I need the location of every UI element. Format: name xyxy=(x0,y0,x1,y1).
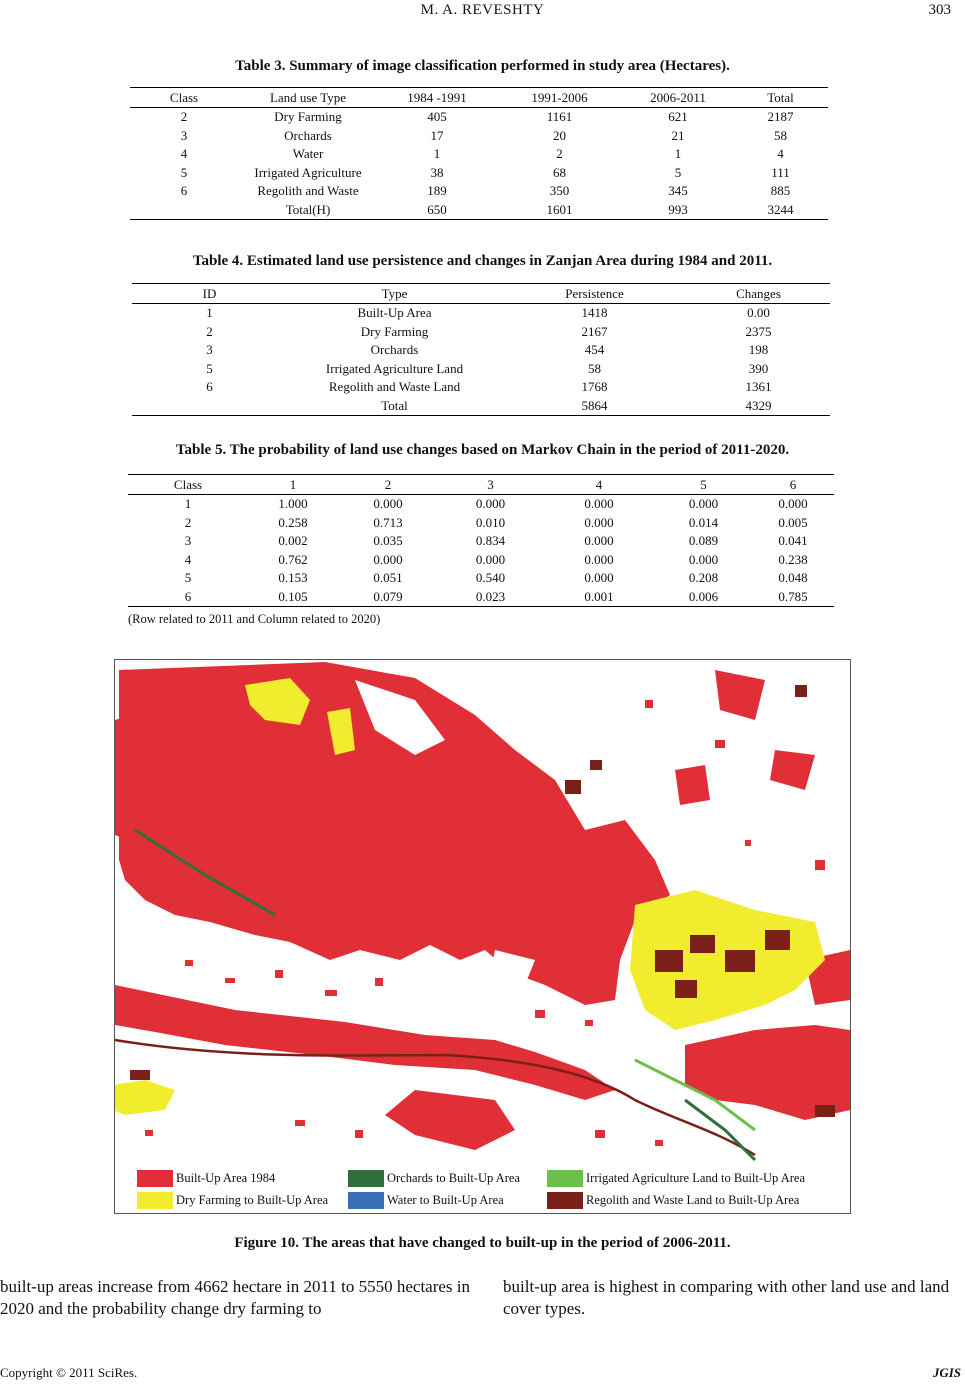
table-cell: 6 xyxy=(180,183,188,199)
table-cell: 0.000 xyxy=(475,496,506,512)
table3-col-total: Total xyxy=(733,88,828,108)
table-cell: 2 xyxy=(206,323,213,339)
table-cell: 0.000 xyxy=(778,496,808,512)
table-row xyxy=(128,532,834,551)
table-cell: 0.00 xyxy=(747,305,770,321)
table-row xyxy=(132,360,830,379)
table-cell: 650 xyxy=(378,201,496,220)
table-row xyxy=(130,164,828,183)
table-cell: 454 xyxy=(584,342,605,358)
land-change-map xyxy=(115,660,850,1213)
table-cell: Water xyxy=(292,146,324,162)
table5-col-1: 1 xyxy=(248,475,338,495)
table-cell: 2 xyxy=(556,146,563,162)
table-cell: 0.000 xyxy=(584,496,614,512)
table-cell: Orchards xyxy=(370,342,419,358)
table5-col-3: 3 xyxy=(438,475,543,495)
table3 xyxy=(130,87,828,220)
table-row xyxy=(132,323,830,342)
legend-label: Water to Built-Up Area xyxy=(387,1193,504,1207)
table-cell: Orchards xyxy=(284,127,332,143)
table3-col-p3: 2006-2011 xyxy=(623,88,733,108)
footer-journal: JGIS xyxy=(932,1365,961,1380)
table-cell: 4 xyxy=(777,146,784,162)
table-cell: 3 xyxy=(184,533,192,549)
table-cell: 0.010 xyxy=(475,514,506,530)
table-cell: 0.000 xyxy=(688,496,719,512)
table4 xyxy=(132,283,830,416)
table-cell: 111 xyxy=(771,164,790,180)
table-row-total xyxy=(130,201,828,220)
table-cell: 0.000 xyxy=(373,496,403,512)
table-cell: 0.001 xyxy=(543,588,655,607)
table5-col-6: 6 xyxy=(752,475,834,495)
table-cell: 0.035 xyxy=(373,533,403,549)
footer-copyright: Copyright © 2011 SciRes. xyxy=(0,1365,138,1380)
table-cell: 1 xyxy=(206,305,213,321)
table-cell: 1601 xyxy=(496,201,623,220)
table-cell: 68 xyxy=(553,164,566,180)
figure10-map xyxy=(114,659,851,1214)
legend-swatch-water xyxy=(348,1192,384,1209)
table-cell: 0.834 xyxy=(475,533,506,549)
table5-note: (Row related to 2011 and Column related to 2020) xyxy=(128,612,381,626)
table-cell xyxy=(132,397,287,416)
table-cell: 58 xyxy=(588,360,601,376)
table-row xyxy=(130,108,828,127)
table-row xyxy=(130,182,828,201)
table-cell: 0.000 xyxy=(373,551,403,567)
table-cell: 2 xyxy=(184,514,192,530)
table5-col-5: 5 xyxy=(655,475,752,495)
table5-caption: Table 5. The probability of land use changes based on Markov Chain in the period of 2011-2020. xyxy=(175,442,790,458)
table-cell: 5 xyxy=(206,360,213,376)
table-cell: 345 xyxy=(668,183,688,199)
table-cell: 0.000 xyxy=(584,533,614,549)
table3-caption: Table 3. Summary of image classification performed in study area (Hectares). xyxy=(235,58,730,74)
table-cell: Total(H) xyxy=(238,201,378,220)
table-cell: 17 xyxy=(430,127,444,143)
table-cell: 0.208 xyxy=(688,570,719,586)
table-cell: 0.079 xyxy=(338,588,438,607)
table-cell: 189 xyxy=(427,183,447,199)
body-text-right-column: built-up area is highest in comparing with other land use and land cover types. xyxy=(503,1277,950,1318)
table-cell: 6 xyxy=(206,379,213,395)
legend-dry-farming xyxy=(137,1192,328,1209)
table-cell: 4329 xyxy=(687,397,830,416)
table-cell: 0.762 xyxy=(278,551,308,567)
table-row xyxy=(128,514,834,533)
table-cell: 0.000 xyxy=(584,551,614,567)
table-cell: 1 xyxy=(433,146,441,162)
table-cell: 621 xyxy=(668,109,688,125)
table-cell: 0.785 xyxy=(752,588,834,607)
table-cell: 993 xyxy=(623,201,733,220)
table-cell: 3244 xyxy=(733,201,828,220)
table-row xyxy=(132,304,830,323)
table4-col-id: ID xyxy=(132,284,287,304)
table-cell: 0.048 xyxy=(778,570,808,586)
legend-label: Dry Farming to Built-Up Area xyxy=(176,1193,329,1207)
table3-col-class: Class xyxy=(130,88,238,108)
table-cell: 0.002 xyxy=(278,533,308,549)
table-row xyxy=(128,495,834,514)
table-cell: 0.000 xyxy=(584,514,614,530)
table-cell: 58 xyxy=(774,127,787,143)
table-cell: Built-Up Area xyxy=(357,305,432,321)
table-cell: 1.000 xyxy=(278,496,308,512)
table-cell: 0.258 xyxy=(278,514,308,530)
table-cell: 0.006 xyxy=(655,588,752,607)
table-cell: 0.000 xyxy=(688,551,719,567)
table-cell: 4 xyxy=(184,551,192,567)
legend-swatch-orchards xyxy=(348,1170,384,1187)
legend-label: Regolith and Waste Land to Built-Up Area xyxy=(586,1193,800,1207)
table-cell: 5 xyxy=(180,164,188,180)
table-row xyxy=(128,551,834,570)
table-cell: 0.105 xyxy=(248,588,338,607)
table4-col-type: Type xyxy=(287,284,502,304)
table-cell: 0.041 xyxy=(778,533,808,549)
table-cell: 350 xyxy=(549,183,570,199)
table-cell: 5864 xyxy=(502,397,687,416)
table-cell: 21 xyxy=(671,127,685,143)
table-cell: 1 xyxy=(674,146,682,162)
table-cell: 0.051 xyxy=(373,570,403,586)
table-cell: 5 xyxy=(674,164,682,180)
running-head-author: M. A. REVESHTY xyxy=(420,2,545,18)
table-cell: 5 xyxy=(184,570,192,586)
table-cell: 0.238 xyxy=(778,551,808,567)
figure10-caption: Figure 10. The areas that have changed to built-up in the period of 2006-2011. xyxy=(234,1235,731,1251)
legend-orchards xyxy=(348,1170,520,1187)
legend-irrigated xyxy=(547,1170,805,1187)
table-row xyxy=(128,588,834,607)
table-cell: Regolith and Waste xyxy=(257,183,359,199)
table4-caption: Table 4. Estimated land use persistence and changes in Zanjan Area during 1984 and 2011. xyxy=(192,253,773,269)
table5-header-row xyxy=(128,475,834,495)
table-cell: 1418 xyxy=(581,305,608,321)
table-cell: 2 xyxy=(180,109,188,125)
table4-col-changes: Changes xyxy=(687,284,830,304)
legend-regolith xyxy=(547,1192,799,1209)
table-cell: 0.089 xyxy=(688,533,719,549)
table5-col-class: Class xyxy=(128,475,248,495)
page-number: 303 xyxy=(928,2,951,18)
table-cell: 390 xyxy=(748,360,769,376)
table3-col-p1: 1984 -1991 xyxy=(378,88,496,108)
legend-water xyxy=(348,1192,504,1209)
table-cell: 20 xyxy=(553,127,566,143)
legend-label: Built-Up Area 1984 xyxy=(176,1171,276,1185)
table-cell: 885 xyxy=(770,183,791,199)
table-cell: Total xyxy=(287,397,502,416)
table4-header-row xyxy=(132,284,830,304)
legend-built-up-1984 xyxy=(137,1170,275,1187)
legend-label: Irrigated Agriculture Land to Built-Up Area xyxy=(586,1171,806,1185)
table-cell: 0.153 xyxy=(278,570,308,586)
table-row xyxy=(128,569,834,588)
table-cell xyxy=(130,201,238,220)
table3-col-p2: 1991-2006 xyxy=(496,88,623,108)
table-cell: Dry Farming xyxy=(360,323,429,339)
table-row-total xyxy=(132,397,830,416)
table-cell: 1361 xyxy=(745,379,772,395)
table-cell: 0.540 xyxy=(475,570,506,586)
table-cell: Irrigated Agriculture Land xyxy=(325,360,464,376)
table-cell: 0.000 xyxy=(584,570,614,586)
table-cell: 38 xyxy=(430,164,444,180)
body-text-left-column: built-up areas increase from 4662 hectare in 2011 to 5550 hectares in 2020 and the probability change dry farming to xyxy=(0,1277,471,1318)
table-cell: 0.000 xyxy=(475,551,506,567)
table-cell: Regolith and Waste Land xyxy=(328,379,461,395)
table-cell: 1161 xyxy=(546,109,573,125)
legend-swatch-dry-farming xyxy=(137,1192,173,1209)
table-cell: 0.014 xyxy=(688,514,719,530)
legend-swatch-regolith xyxy=(547,1192,583,1209)
table-cell: 2375 xyxy=(745,323,772,339)
table3-col-type: Land use Type xyxy=(238,88,378,108)
table-row xyxy=(132,341,830,360)
legend-swatch-irrigated xyxy=(547,1170,583,1187)
table-row xyxy=(130,127,828,146)
table5 xyxy=(128,474,834,607)
table-cell: 2187 xyxy=(767,109,794,125)
table5-col-2: 2 xyxy=(338,475,438,495)
table-cell: 1768 xyxy=(581,379,608,395)
table4-col-persistence: Persistence xyxy=(502,284,687,304)
table-cell: 405 xyxy=(427,109,447,125)
table-cell: 1 xyxy=(184,496,192,512)
table-cell: 0.005 xyxy=(778,514,808,530)
table-cell: 198 xyxy=(748,342,769,358)
table-cell: 3 xyxy=(206,342,213,358)
table-cell: Irrigated Agriculture xyxy=(254,164,362,180)
table-cell: 4 xyxy=(180,146,188,162)
table-cell: 2167 xyxy=(581,323,608,339)
table-row xyxy=(132,378,830,397)
legend-swatch-built-up xyxy=(137,1170,173,1187)
legend-label: Orchards to Built-Up Area xyxy=(387,1171,520,1185)
table-row xyxy=(130,145,828,164)
table-cell: Dry Farming xyxy=(274,109,342,125)
table-cell: 0.713 xyxy=(373,514,403,530)
table-cell: 6 xyxy=(128,588,248,607)
table-cell: 0.023 xyxy=(438,588,543,607)
table3-header-row xyxy=(130,88,828,108)
table-cell: 3 xyxy=(180,127,188,143)
table5-col-4: 4 xyxy=(543,475,655,495)
